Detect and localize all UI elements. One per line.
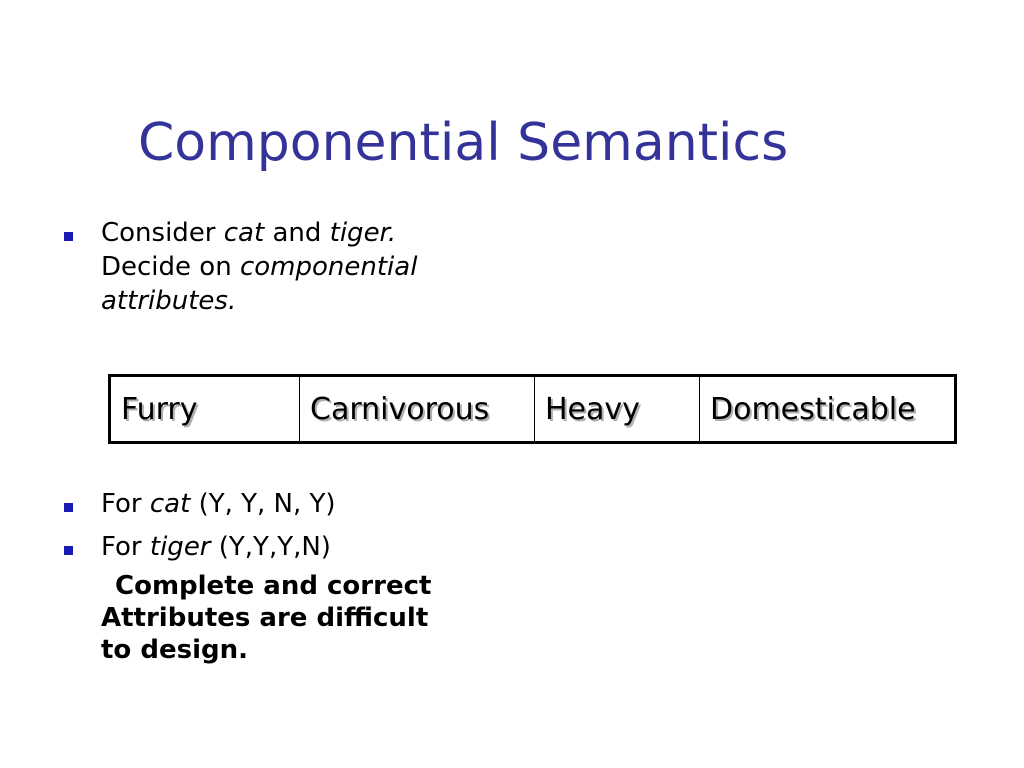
note-line-3: to design. bbox=[101, 635, 248, 665]
note-line-1: Complete and correct bbox=[115, 571, 432, 601]
table-cell-carnivorous: Carnivorous bbox=[300, 376, 535, 443]
and-word: and bbox=[272, 218, 322, 248]
slide-title: Componential Semantics bbox=[138, 113, 789, 173]
componential-term: componential bbox=[239, 252, 418, 282]
table-cell-heavy: Heavy bbox=[535, 376, 700, 443]
bullet-3-text bbox=[101, 530, 331, 564]
bullet-2-text bbox=[101, 487, 336, 521]
bullet-marker-1 bbox=[64, 232, 73, 241]
table-row bbox=[110, 376, 956, 443]
table-cell-furry: Furry bbox=[110, 376, 300, 443]
difficulty-note bbox=[101, 570, 431, 666]
bullet-1-line-3 bbox=[101, 284, 417, 318]
bullet-2-prefix: For bbox=[101, 489, 142, 519]
decide-word: Decide on bbox=[101, 252, 232, 282]
bullet-3-prefix: For bbox=[101, 532, 142, 562]
bullet-marker-2 bbox=[64, 503, 73, 512]
bullet-3-tiger-term: tiger bbox=[149, 532, 211, 562]
bullet-2-cat-term: cat bbox=[149, 489, 191, 519]
attributes-term: attributes. bbox=[101, 286, 237, 316]
attributes-table bbox=[108, 374, 957, 444]
table-cell-domesticable: Domesticable bbox=[700, 376, 956, 443]
consider-word: Consider bbox=[101, 218, 216, 248]
tiger-term: tiger. bbox=[329, 218, 397, 248]
note-line-2: Attributes are difficult bbox=[101, 603, 429, 633]
bullet-2-values: (Y, Y, N, Y) bbox=[198, 489, 336, 519]
cat-term: cat bbox=[223, 218, 265, 248]
bullet-3-values: (Y,Y,Y,N) bbox=[218, 532, 331, 562]
bullet-marker-3 bbox=[64, 546, 73, 555]
bullet-1-line-1 bbox=[101, 216, 417, 250]
bullet-1-line-2 bbox=[101, 250, 417, 284]
bullet-1-text bbox=[101, 216, 417, 318]
